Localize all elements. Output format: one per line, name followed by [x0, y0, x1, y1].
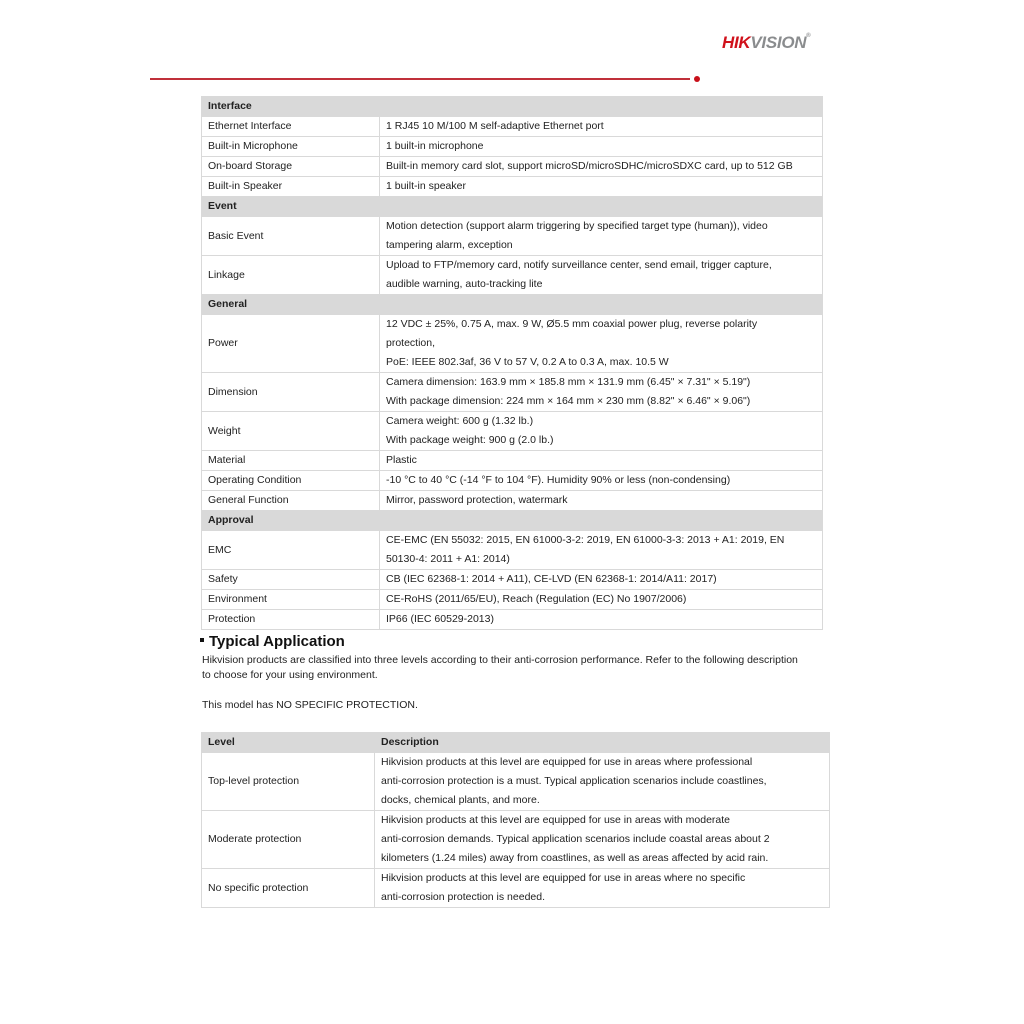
- spec-label: EMC: [202, 531, 380, 570]
- section-title: Event: [202, 197, 823, 217]
- protection-level-row: [202, 811, 830, 869]
- column-header-level: Level: [202, 733, 375, 753]
- description-line: anti-corrosion protection is a must. Typical application scenarios include coastlines,: [381, 775, 767, 787]
- spec-value: [380, 217, 823, 256]
- spec-label: Built-in Speaker: [202, 177, 380, 197]
- spec-value-line: Upload to FTP/memory card, notify surveillance center, send email, trigger capture,: [386, 259, 772, 271]
- spec-label: Material: [202, 451, 380, 471]
- column-header-description: Description: [375, 733, 830, 753]
- registered-mark: ®: [806, 33, 811, 39]
- description-line: Hikvision products at this level are equipped for use in areas where professional: [381, 756, 753, 768]
- logo-hik: HIK: [722, 33, 751, 52]
- section-title: General: [202, 295, 823, 315]
- spec-value-line: Plastic: [386, 454, 417, 466]
- spec-label: Built-in Microphone: [202, 137, 380, 157]
- spec-value: [380, 531, 823, 570]
- specification-table-body: [202, 97, 823, 630]
- spec-value-line: IP66 (IEC 60529-2013): [386, 613, 494, 625]
- spec-value-line: CB (IEC 62368-1: 2014 + A11), CE-LVD (EN 62368-1: 2014/A11: 2017): [386, 573, 717, 585]
- spec-label: Linkage: [202, 256, 380, 295]
- description-line: anti-corrosion protection is needed.: [381, 891, 546, 903]
- spec-row: [202, 315, 823, 373]
- spec-value-line: 12 VDC ± 25%, 0.75 A, max. 9 W, Ø5.5 mm coaxial power plug, reverse polarity: [386, 318, 758, 330]
- description-line: anti-corrosion demands. Typical application scenarios include coastal areas about 2: [381, 833, 770, 845]
- spec-value-line: Camera weight: 600 g (1.32 lb.): [386, 415, 534, 427]
- spec-value-line: PoE: IEEE 802.3af, 36 V to 57 V, 0.2 A to 0.3 A, max. 10.5 W: [386, 356, 669, 368]
- hikvision-logo: [722, 33, 810, 53]
- spec-value: [380, 315, 823, 373]
- spec-label: Environment: [202, 590, 380, 610]
- model-protection-note: This model has NO SPECIFIC PROTECTION.: [202, 699, 418, 711]
- spec-value-line: 1 built-in speaker: [386, 180, 466, 192]
- spec-value-line: tampering alarm, exception: [386, 239, 513, 251]
- protection-level-row: [202, 869, 830, 908]
- protection-level-name: Top-level protection: [202, 753, 375, 811]
- spec-value-line: 50130-4: 2011 + A1: 2014): [386, 553, 510, 565]
- protection-level-description: [375, 753, 830, 811]
- spec-row: [202, 570, 823, 590]
- spec-label: Dimension: [202, 373, 380, 412]
- spec-value: [380, 412, 823, 451]
- spec-value-line: With package weight: 900 g (2.0 lb.): [386, 434, 554, 446]
- spec-value: [380, 610, 823, 630]
- bullet-icon: [200, 638, 204, 642]
- spec-label: Weight: [202, 412, 380, 451]
- logo-vision: VISION: [750, 33, 807, 52]
- spec-value-line: With package dimension: 224 mm × 164 mm × 230 mm (8.82" × 6.46" × 9.06"): [386, 395, 751, 407]
- spec-row: [202, 137, 823, 157]
- spec-value-line: CE-EMC (EN 55032: 2015, EN 61000-3-2: 2019, EN 61000-3-3: 2013 + A1: 2019, EN: [386, 534, 785, 546]
- spec-row: [202, 373, 823, 412]
- spec-row: [202, 157, 823, 177]
- spec-value-line: Built-in memory card slot, support microSD/microSDHC/microSDXC card, up to 512 GB: [386, 160, 793, 172]
- section-header-row: [202, 97, 823, 117]
- spec-value: [380, 256, 823, 295]
- spec-row: [202, 217, 823, 256]
- spec-label: On-board Storage: [202, 157, 380, 177]
- typical-application-intro: Hikvision products are classified into three levels according to their anti-corrosion performance. Refer to the following description to choose for your using environment.: [202, 654, 798, 681]
- description-line: docks, chemical plants, and more.: [381, 794, 540, 806]
- spec-value: [380, 117, 823, 137]
- spec-value-line: audible warning, auto-tracking lite: [386, 278, 543, 290]
- spec-value-line: Mirror, password protection, watermark: [386, 494, 568, 506]
- protection-levels-header-row: [202, 733, 830, 753]
- protection-level-name: No specific protection: [202, 869, 375, 908]
- spec-row: [202, 412, 823, 451]
- spec-value: [380, 491, 823, 511]
- spec-row: [202, 256, 823, 295]
- spec-row: [202, 117, 823, 137]
- protection-level-description: [375, 869, 830, 908]
- description-line: Hikvision products at this level are equipped for use in areas with moderate: [381, 814, 731, 826]
- typical-application-heading: [200, 633, 345, 650]
- spec-value: [380, 137, 823, 157]
- spec-label: Basic Event: [202, 217, 380, 256]
- protection-level-row: [202, 753, 830, 811]
- spec-value-line: Motion detection (support alarm triggering by specified target type (human)), video: [386, 220, 768, 232]
- spec-row: [202, 177, 823, 197]
- spec-row: [202, 590, 823, 610]
- spec-value-line: 1 built-in microphone: [386, 140, 484, 152]
- section-header-row: [202, 197, 823, 217]
- header-divider-dot: [694, 76, 700, 82]
- section-header-row: [202, 511, 823, 531]
- spec-label: Safety: [202, 570, 380, 590]
- spec-value: [380, 471, 823, 491]
- specification-table: [201, 96, 823, 630]
- spec-value: [380, 157, 823, 177]
- protection-levels-table: [201, 732, 830, 908]
- spec-label: Power: [202, 315, 380, 373]
- protection-level-name: Moderate protection: [202, 811, 375, 869]
- spec-value-line: -10 °C to 40 °C (-14 °F to 104 °F). Humidity 90% or less (non-condensing): [386, 474, 731, 486]
- spec-label: Ethernet Interface: [202, 117, 380, 137]
- section-title: Approval: [202, 511, 823, 531]
- spec-label: General Function: [202, 491, 380, 511]
- spec-value-line: Camera dimension: 163.9 mm × 185.8 mm × 131.9 mm (6.45" × 7.31" × 5.19"): [386, 376, 751, 388]
- spec-row: [202, 471, 823, 491]
- section-header-row: [202, 295, 823, 315]
- protection-levels-table-body: [202, 753, 830, 908]
- spec-value: [380, 451, 823, 471]
- spec-value: [380, 570, 823, 590]
- spec-value-line: CE-RoHS (2011/65/EU), Reach (Regulation (EC) No 1907/2006): [386, 593, 687, 605]
- spec-value-line: protection,: [386, 337, 436, 349]
- spec-value: [380, 590, 823, 610]
- spec-label: Operating Condition: [202, 471, 380, 491]
- section-title: Interface: [202, 97, 823, 117]
- typical-application-title: Typical Application: [209, 633, 345, 650]
- description-line: kilometers (1.24 miles) away from coastlines, as well as areas affected by acid rain.: [381, 852, 769, 864]
- spec-row: [202, 610, 823, 630]
- spec-value-line: 1 RJ45 10 M/100 M self-adaptive Ethernet port: [386, 120, 604, 132]
- description-line: Hikvision products at this level are equipped for use in areas where no specific: [381, 872, 746, 884]
- header-divider-line: [150, 78, 690, 80]
- spec-row: [202, 531, 823, 570]
- spec-value: [380, 177, 823, 197]
- spec-row: [202, 451, 823, 471]
- spec-label: Protection: [202, 610, 380, 630]
- protection-level-description: [375, 811, 830, 869]
- spec-value: [380, 373, 823, 412]
- spec-row: [202, 491, 823, 511]
